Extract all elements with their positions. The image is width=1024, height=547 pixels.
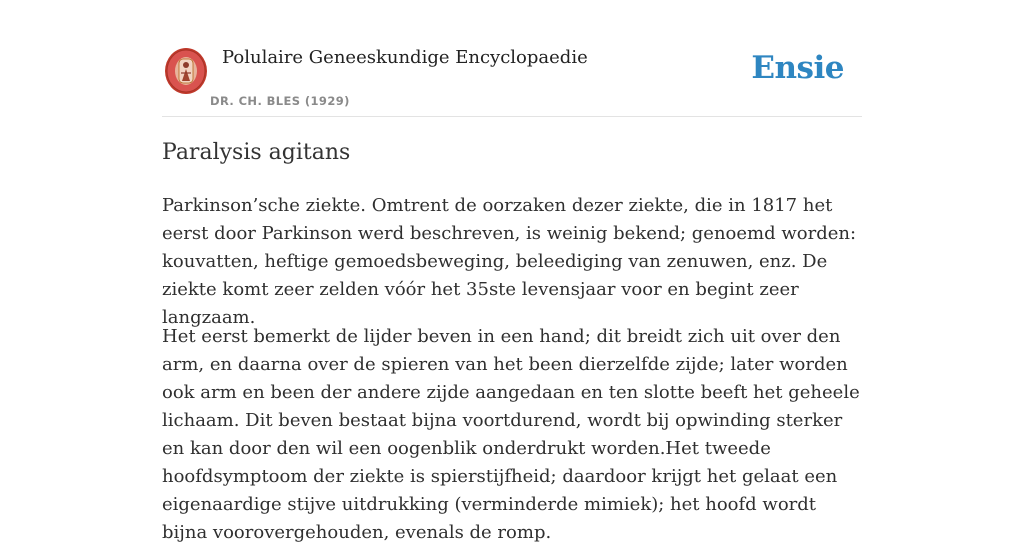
- author-label: DR. CH. BLES (1929): [210, 94, 350, 108]
- ensie-logo-link[interactable]: Ensie: [751, 50, 844, 86]
- header: [162, 0, 862, 117]
- book-title[interactable]: Polulaire Geneeskundige Encyclopaedie: [222, 47, 588, 68]
- entry-title: Paralysis agitans: [162, 140, 351, 165]
- book-cover-emblem-icon[interactable]: [164, 47, 208, 95]
- entry-paragraph-2: Het eerst bemerkt de lijder beven in een hand; dit breidt zich uit over den arm, en daarna over de spieren van het been dierzelfde zijde; later worden ook arm en been der andere zijde aangedaan en ten slotte beeft het geheele lichaam. Dit beven bestaat bijna voortdurend, wordt bij opwinding sterker en kan door den wil een oogenblik onderdrukt worden.Het tweede hoofdsymptoom der ziekte is spierstijfheid; daardoor krijgt het gelaat een eigenaardige stijve uitdrukking (verminderde mimiek); het hoofd wordt bijna voorovergehouden, evenals de romp.: [162, 326, 860, 543]
- page-wrapper: [162, 0, 862, 543]
- entry-paragraph-1: Parkinson’sche ziekte. Omtrent de oorzaken dezer ziekte, die in 1817 het eerst door Parkinson werd beschreven, is weinig bekend; genoemd worden: kouvatten, heftige gemoedsbeweging, beleediging van zenuwen, enz. De ziekte komt zeer zelden vóór het 35ste levensjaar voor en begint zeer langzaam.: [162, 195, 857, 328]
